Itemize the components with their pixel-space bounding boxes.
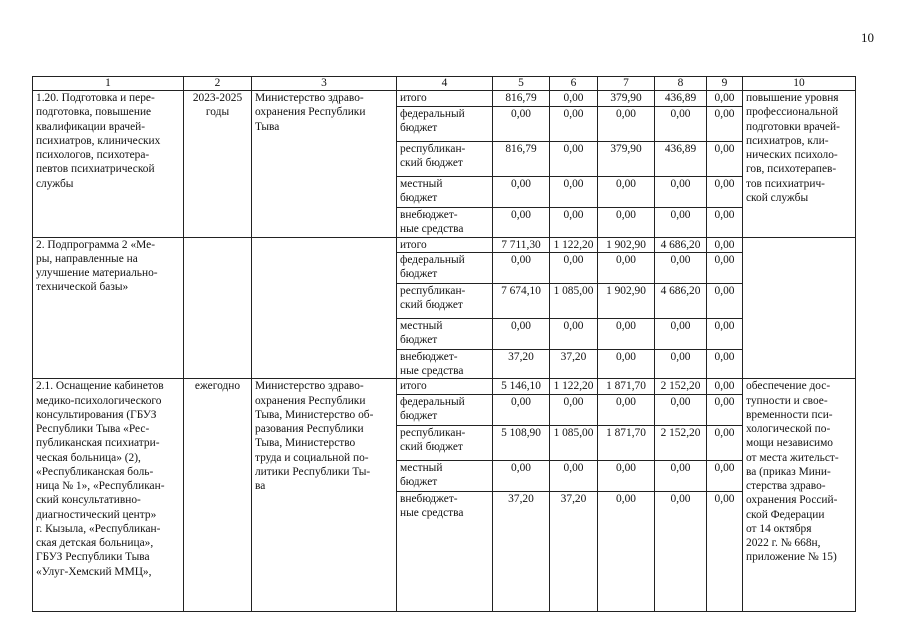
amount-cell: 0,00 xyxy=(707,491,743,611)
amount-cell: 1 085,00 xyxy=(550,283,598,318)
amount-cell: 0,00 xyxy=(550,177,598,208)
amount-cell: 0,00 xyxy=(707,425,743,460)
amount-cell: 1 871,70 xyxy=(598,425,655,460)
amount-cell: 37,20 xyxy=(550,349,598,379)
funding-source: внебюджет- ные средства xyxy=(397,349,493,379)
funding-source: итого xyxy=(397,379,493,394)
amount-cell: 379,90 xyxy=(598,91,655,107)
column-number: 8 xyxy=(655,77,707,91)
expected-result: обеспечение дос- тупности и свое- временности пси- хологической по- мощи независимо от места жительст- ва (приказ Мини- стерства здраво- охранения Россий- ской Федерации от 14 октября 2022 г. № 668н, приложение № 15) xyxy=(743,379,856,611)
funding-source: итого xyxy=(397,91,493,107)
amount-cell: 0,00 xyxy=(550,142,598,177)
amount-cell: 1 122,20 xyxy=(550,379,598,394)
page-number: 10 xyxy=(861,30,874,45)
amount-cell: 0,00 xyxy=(655,460,707,491)
amount-cell: 436,89 xyxy=(655,91,707,107)
funding-source: местный бюджет xyxy=(397,460,493,491)
funding-source: внебюджет- ные средства xyxy=(397,208,493,238)
expected-result: повышение уровня профессиональной подготовки врачей- психиатров, кли- нических психоло- гов, психотерапев- тов психиатрич- ской службы xyxy=(743,91,856,238)
amount-cell: 0,00 xyxy=(707,177,743,208)
amount-cell: 5 108,90 xyxy=(493,425,550,460)
column-number: 1 xyxy=(33,77,184,91)
funding-source: республикан- ский бюджет xyxy=(397,283,493,318)
amount-cell: 0,00 xyxy=(707,107,743,142)
amount-cell: 7 674,10 xyxy=(493,283,550,318)
amount-cell: 0,00 xyxy=(550,252,598,283)
amount-cell: 0,00 xyxy=(493,394,550,425)
amount-cell: 1 871,70 xyxy=(598,379,655,394)
amount-cell: 0,00 xyxy=(598,394,655,425)
table-row xyxy=(33,237,856,252)
amount-cell: 0,00 xyxy=(598,491,655,611)
amount-cell: 0,00 xyxy=(655,177,707,208)
funding-source: итого xyxy=(397,237,493,252)
funding-source: республикан- ский бюджет xyxy=(397,425,493,460)
measure-name: 2. Подпрограмма 2 «Ме- ры, направленные на улучшение материально- технической базы» xyxy=(33,237,184,379)
header-row xyxy=(33,77,856,91)
amount-cell: 816,79 xyxy=(493,91,550,107)
amount-cell: 37,20 xyxy=(493,349,550,379)
column-number: 6 xyxy=(550,77,598,91)
amount-cell: 0,00 xyxy=(550,208,598,238)
table-row xyxy=(33,91,856,107)
funding-source: республикан- ский бюджет xyxy=(397,142,493,177)
amount-cell: 0,00 xyxy=(707,460,743,491)
amount-cell: 0,00 xyxy=(655,107,707,142)
period xyxy=(184,237,252,379)
amount-cell: 4 686,20 xyxy=(655,283,707,318)
amount-cell: 0,00 xyxy=(655,318,707,349)
funding-source: местный бюджет xyxy=(397,318,493,349)
amount-cell: 2 152,20 xyxy=(655,379,707,394)
amount-cell: 0,00 xyxy=(598,252,655,283)
amount-cell: 0,00 xyxy=(493,208,550,238)
amount-cell: 5 146,10 xyxy=(493,379,550,394)
amount-cell: 0,00 xyxy=(655,491,707,611)
column-number: 3 xyxy=(252,77,397,91)
funding-source: федеральный бюджет xyxy=(397,107,493,142)
amount-cell: 2 152,20 xyxy=(655,425,707,460)
amount-cell: 0,00 xyxy=(707,237,743,252)
amount-cell: 0,00 xyxy=(598,208,655,238)
amount-cell: 1 902,90 xyxy=(598,283,655,318)
amount-cell: 0,00 xyxy=(655,394,707,425)
amount-cell: 0,00 xyxy=(493,107,550,142)
column-number: 10 xyxy=(743,77,856,91)
amount-cell: 379,90 xyxy=(598,142,655,177)
amount-cell: 0,00 xyxy=(493,252,550,283)
amount-cell: 0,00 xyxy=(598,349,655,379)
funding-source: федеральный бюджет xyxy=(397,394,493,425)
executor: Министерство здраво- охранения Республики Тыва xyxy=(252,91,397,238)
funding-source: местный бюджет xyxy=(397,177,493,208)
amount-cell: 0,00 xyxy=(550,91,598,107)
amount-cell: 0,00 xyxy=(598,107,655,142)
amount-cell: 1 902,90 xyxy=(598,237,655,252)
column-number: 2 xyxy=(184,77,252,91)
amount-cell: 436,89 xyxy=(655,142,707,177)
amount-cell: 37,20 xyxy=(550,491,598,611)
amount-cell: 0,00 xyxy=(550,318,598,349)
amount-cell: 0,00 xyxy=(550,107,598,142)
amount-cell: 0,00 xyxy=(707,349,743,379)
amount-cell: 0,00 xyxy=(550,460,598,491)
column-number: 4 xyxy=(397,77,493,91)
amount-cell: 0,00 xyxy=(598,318,655,349)
funding-source: внебюджет- ные средства xyxy=(397,491,493,611)
amount-cell: 0,00 xyxy=(598,460,655,491)
amount-cell: 0,00 xyxy=(493,460,550,491)
amount-cell: 0,00 xyxy=(655,349,707,379)
budget-table xyxy=(32,76,856,612)
amount-cell: 0,00 xyxy=(655,252,707,283)
expected-result xyxy=(743,237,856,379)
amount-cell: 37,20 xyxy=(493,491,550,611)
measure-name: 2.1. Оснащение кабинетов медико-психологического консультирования (ГБУЗ Республики Тыва «Рес- публиканская психиатри- ческая больница» (2), «Республиканская боль- ница № 1», «Республикан- ский консультативно- диагностический центр» г. Кызыла, «Республикан- ская детская больница», ГБУЗ Республики Тыва «Улуг-Хемский ММЦ», xyxy=(33,379,184,611)
amount-cell: 1 085,00 xyxy=(550,425,598,460)
amount-cell: 0,00 xyxy=(493,177,550,208)
amount-cell: 0,00 xyxy=(707,283,743,318)
amount-cell: 816,79 xyxy=(493,142,550,177)
column-number: 5 xyxy=(493,77,550,91)
executor: Министерство здраво- охранения Республики Тыва, Министерство об- разования Республики Тыва, Министерство труда и социальной по- литики Республики Ты- ва xyxy=(252,379,397,611)
funding-source: федеральный бюджет xyxy=(397,252,493,283)
amount-cell: 4 686,20 xyxy=(655,237,707,252)
measure-name: 1.20. Подготовка и пере- подготовка, повышение квалификации врачей- психиатров, клинических психологов, психотера- певтов психиатрической службы xyxy=(33,91,184,238)
column-number: 7 xyxy=(598,77,655,91)
amount-cell: 7 711,30 xyxy=(493,237,550,252)
amount-cell: 0,00 xyxy=(707,252,743,283)
amount-cell: 0,00 xyxy=(655,208,707,238)
column-number: 9 xyxy=(707,77,743,91)
amount-cell: 0,00 xyxy=(707,379,743,394)
executor xyxy=(252,237,397,379)
amount-cell: 0,00 xyxy=(598,177,655,208)
amount-cell: 0,00 xyxy=(707,318,743,349)
amount-cell: 0,00 xyxy=(707,142,743,177)
amount-cell: 0,00 xyxy=(707,394,743,425)
table-row xyxy=(33,379,856,394)
period: ежегодно xyxy=(184,379,252,611)
period: 2023-2025 годы xyxy=(184,91,252,238)
amount-cell: 0,00 xyxy=(493,318,550,349)
amount-cell: 0,00 xyxy=(707,91,743,107)
amount-cell: 1 122,20 xyxy=(550,237,598,252)
amount-cell: 0,00 xyxy=(550,394,598,425)
amount-cell: 0,00 xyxy=(707,208,743,238)
